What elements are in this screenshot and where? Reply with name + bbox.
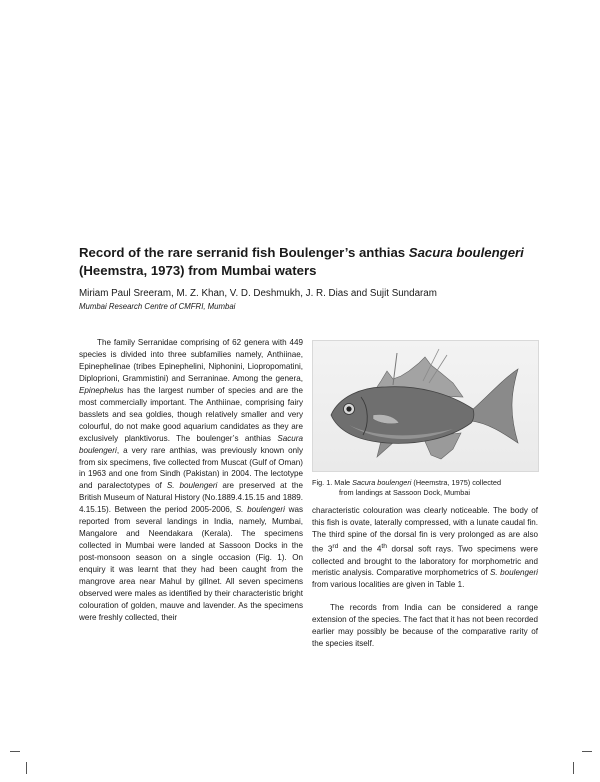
body-paragraph-1 xyxy=(79,337,303,624)
p2-superscript-th: th xyxy=(381,542,387,550)
p1-text-g: are preserved at the British Museum of Natural History (No.1889.4.15.15 and 1889. 4.15.15). Between the period 2005-2006, xyxy=(79,481,303,515)
title-text-1: Record of the rare serranid fish Boulenger’s anthias xyxy=(79,245,409,260)
crop-mark-bottom-right-h xyxy=(582,751,592,752)
authors-line: Miriam Paul Sreeram, M. Z. Khan, V. D. Deshmukh, J. R. Dias and Sujit Sundaram xyxy=(79,288,437,299)
title-species: Sacura boulengeri xyxy=(408,245,524,260)
caption-line-2: from landings at Sassoon Dock, Mumbai xyxy=(339,488,470,497)
p2-text-c: dorsal soft rays. Two specimens were collected and brought to the laboratory for morphometric and meristic analysis. Comparative morphometrics of xyxy=(312,544,538,578)
title-text-2: (Heemstra, 1973) from Mumbai waters xyxy=(79,263,317,278)
fish-photo xyxy=(312,340,539,472)
article-title xyxy=(79,244,554,280)
figure-caption xyxy=(312,478,538,498)
p1-text-a: The family Serranidae comprising of 62 genera with 449 species is divided into three subfamilies namely, Anthiinae, Epinephelinae (tribes Epinephelini, Niphonini, Liopropomatini, Diploprioni, Grammistini) and Serraninae. Among the genera, xyxy=(79,338,303,383)
right-column xyxy=(312,505,538,650)
p1-text-c: has the largest number of species and are the most commercially important. The Anthiinae, comprising fairy basslets and sea goldies, though relatively smaller and very colourful, do not make good aquarium candidates as they are exclusively planktivorus. The boulenger’s anthias xyxy=(79,385,303,443)
caption-text-a: Fig. 1. Male xyxy=(312,478,353,487)
p2-text-b: and the 4 xyxy=(338,544,382,554)
p1-text-e: , a very rare anthias, was previously known only from six specimens, five collected from Muscat (Gulf of Oman) in 1963 and one from Sindh (Pakistan) in 2004. The lectotype and paralectotypes of xyxy=(79,445,303,491)
caption-species: Sacura boulengeri xyxy=(352,478,412,487)
p1-genus-epinephelus: Epinephelus xyxy=(79,385,124,395)
fish-illustration xyxy=(313,341,538,471)
body-paragraph-2 xyxy=(312,505,538,591)
p2-species: S. boulengeri xyxy=(490,568,538,578)
crop-mark-bottom-left-v xyxy=(26,762,27,774)
affiliation-line: Mumbai Research Centre of CMFRI, Mumbai xyxy=(79,302,236,311)
left-column xyxy=(79,337,303,624)
crop-mark-bottom-left-h xyxy=(10,751,20,752)
p2-text-a: characteristic colouration was clearly noticeable. The body of this fish is ovate, laterally compressed, with a lunate caudal fin. The third spine of the dorsal fin is very prolonged as are also the 3 xyxy=(312,506,538,554)
p1-species-2: S. boulengeri xyxy=(166,481,218,491)
p1-species-1: Sacura boulengeri xyxy=(79,433,303,455)
p1-text-i: was reported from several landings in India, namely, Mumbai, Mangalore and Neendakara (Kerala). The specimens collected in Mumbai were landed at Sassoon Docks in the post-monsoon season on a single occasion (Fig. 1). On enquiry it was learnt that they had been caught from the mangrove area near Mahul by gillnet. All seven specimens observed were males as identified by their characteristic bright colouration of golden, mauve and lavender. As the specimens were freshly collected, their xyxy=(79,505,303,622)
crop-mark-bottom-right-v xyxy=(573,762,574,774)
p2-superscript-rd: rd xyxy=(332,542,339,550)
p1-species-3: S. boulengeri xyxy=(235,505,285,515)
caudal-fin xyxy=(471,369,518,443)
body-paragraph-3: The records from India can be considered a range extension of the species. The fact that it has not been recorded earlier may possibly be because of the comparative rarity of the species itself. xyxy=(312,603,538,649)
caption-text-b: (Heemstra, 1975) collected xyxy=(411,478,502,487)
p2-text-e: from various localities are given in Table 1. xyxy=(312,580,465,590)
